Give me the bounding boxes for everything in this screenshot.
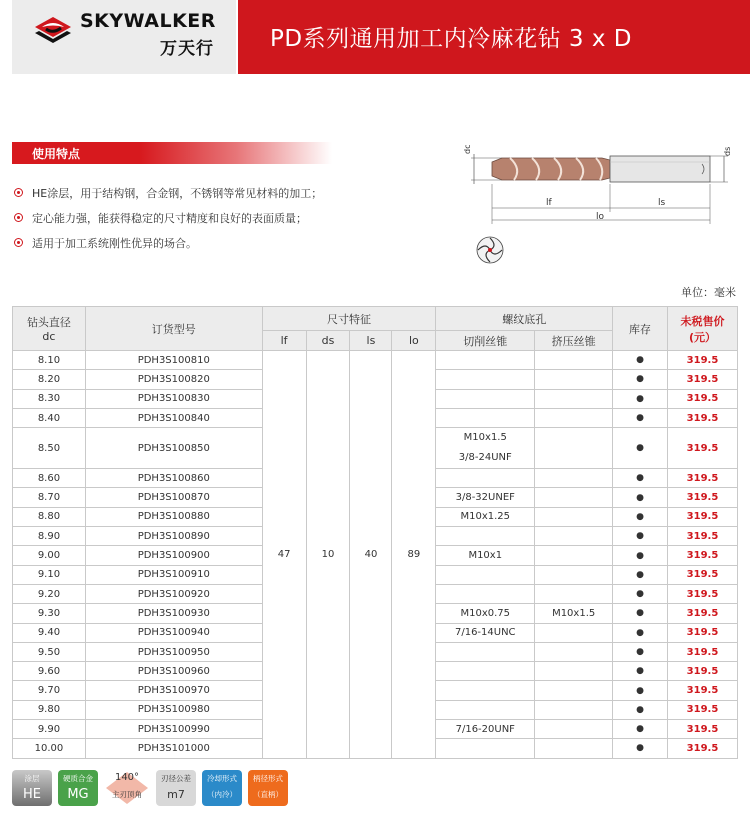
cell-stock: ● — [613, 623, 668, 642]
coating-badge-top: 涂层 — [24, 774, 40, 783]
col-lo: lo — [392, 331, 436, 351]
bullet-icon — [14, 188, 23, 197]
cell-dc: 8.90 — [13, 527, 86, 546]
col-dc-line2: dc — [42, 330, 56, 343]
cell-order-code: PDH3S101000 — [85, 739, 262, 758]
cell-price: 319.5 — [668, 623, 738, 642]
brand-logo — [12, 0, 236, 74]
material-badge-top: 硬质合金 — [63, 774, 93, 783]
features-heading-label: 使用特点 — [32, 147, 81, 161]
product-table — [12, 306, 738, 759]
cell-order-code: PDH3S100870 — [85, 488, 262, 507]
cell-price: 319.5 — [668, 681, 738, 700]
cell-stock: ● — [613, 700, 668, 719]
angle-badge-sub: 主刃顶角 — [112, 790, 142, 799]
feature-text: 定心能力强，能获得稳定的尺寸精度和良好的表面质量； — [32, 211, 307, 225]
cell-cut-tap — [436, 370, 535, 389]
cell-extrude-tap — [535, 739, 613, 758]
col-lf: lf — [262, 331, 306, 351]
ds-label: ds — [723, 146, 732, 156]
cell-stock: ● — [613, 604, 668, 623]
title-banner — [238, 0, 750, 74]
cell-price: 319.5 — [668, 604, 738, 623]
cell-order-code: PDH3S100880 — [85, 507, 262, 526]
cell-cut-tap: 3/8-32UNEF — [436, 488, 535, 507]
cell-order-code: PDH3S100830 — [85, 389, 262, 408]
cell-dc: 9.80 — [13, 700, 86, 719]
coolant-badge-sub: （内冷） — [207, 790, 237, 799]
cell-dc: 8.50 — [13, 428, 86, 469]
col-dc-line1: 钻头直径 — [26, 316, 71, 329]
cell-lo: 89 — [392, 351, 436, 759]
cell-extrude-tap — [535, 584, 613, 603]
cell-cut-tap — [436, 565, 535, 584]
cell-extrude-tap — [535, 642, 613, 661]
cell-extrude-tap — [535, 469, 613, 488]
cell-price: 319.5 — [668, 739, 738, 758]
cell-cut-tap: M10x0.75 — [436, 604, 535, 623]
page-header — [0, 0, 750, 74]
cell-extrude-tap: M10x1.5 — [535, 604, 613, 623]
cell-order-code: PDH3S100910 — [85, 565, 262, 584]
table-row — [13, 351, 738, 370]
cell-cut-tap — [436, 389, 535, 408]
cell-price: 319.5 — [668, 389, 738, 408]
cell-dc: 8.10 — [13, 351, 86, 370]
cell-price: 319.5 — [668, 370, 738, 389]
col-extrude: 挤压丝锥 — [535, 331, 613, 351]
cell-price: 319.5 — [668, 642, 738, 661]
cell-extrude-tap — [535, 700, 613, 719]
cell-price: 319.5 — [668, 469, 738, 488]
cell-order-code: PDH3S100820 — [85, 370, 262, 389]
cell-cut-tap — [436, 469, 535, 488]
tolerance-badge — [156, 770, 196, 806]
coolant-badge-top: 冷却形式 — [207, 774, 237, 783]
cell-extrude-tap — [535, 546, 613, 565]
cut-tap-line1: M10x1.5 — [463, 432, 507, 444]
cell-cut-tap — [436, 662, 535, 681]
cell-cut-tap — [436, 527, 535, 546]
cell-stock: ● — [613, 546, 668, 565]
cell-price: 319.5 — [668, 584, 738, 603]
material-badge-main: MG — [67, 787, 89, 802]
lf-label: lf — [546, 198, 552, 208]
cell-stock: ● — [613, 642, 668, 661]
shank-badge-top: 柄径形式 — [253, 774, 283, 783]
cell-cut-tap — [436, 351, 535, 370]
cell-order-code: PDH3S100960 — [85, 662, 262, 681]
cell-extrude-tap — [535, 565, 613, 584]
cell-dc: 9.30 — [13, 604, 86, 623]
cell-dc: 9.90 — [13, 720, 86, 739]
cell-order-code: PDH3S100860 — [85, 469, 262, 488]
features-list — [14, 180, 322, 255]
cell-stock: ● — [613, 527, 668, 546]
cell-order-code: PDH3S100920 — [85, 584, 262, 603]
cell-stock: ● — [613, 351, 668, 370]
cell-cut-tap — [436, 642, 535, 661]
cell-dc: 9.50 — [13, 642, 86, 661]
cell-dc: 8.40 — [13, 408, 86, 427]
feature-item — [14, 205, 322, 230]
cell-price: 319.5 — [668, 527, 738, 546]
col-stock: 库存 — [613, 307, 668, 351]
cell-order-code: PDH3S100930 — [85, 604, 262, 623]
cell-price: 319.5 — [668, 700, 738, 719]
cell-dc: 10.00 — [13, 739, 86, 758]
cell-extrude-tap — [535, 681, 613, 700]
col-ls: ls — [350, 331, 392, 351]
cell-extrude-tap — [535, 623, 613, 642]
cell-cut-tap: M10x1 — [436, 546, 535, 565]
drill-drawing — [462, 132, 742, 272]
cell-stock: ● — [613, 428, 668, 469]
cell-order-code: PDH3S100940 — [85, 623, 262, 642]
cell-dc: 8.70 — [13, 488, 86, 507]
cell-cut-tap — [436, 408, 535, 427]
angle-badge-top: 140° — [114, 772, 140, 783]
cell-dc: 8.30 — [13, 389, 86, 408]
feature-text: HE涂层，用于结构钢，合金钢，不锈钢等常见材料的加工； — [32, 186, 323, 200]
cell-cut-tap: M10x1.25 — [436, 507, 535, 526]
shank-badge — [248, 770, 288, 806]
bullet-icon — [14, 213, 23, 222]
shank-badge-sub: （直柄） — [253, 790, 283, 799]
ls-label: ls — [658, 198, 666, 208]
feature-item — [14, 230, 322, 255]
coating-badge-main: HE — [23, 787, 41, 802]
cell-dc: 9.60 — [13, 662, 86, 681]
cell-price: 319.5 — [668, 507, 738, 526]
cell-stock: ● — [613, 720, 668, 739]
cell-extrude-tap — [535, 370, 613, 389]
col-ds: ds — [306, 331, 350, 351]
bullet-icon — [14, 238, 23, 247]
cell-ls: 40 — [350, 351, 392, 759]
angle-badge — [104, 770, 150, 806]
feature-text: 适用于加工系统刚性优异的场合。 — [32, 236, 197, 250]
cell-dc: 8.60 — [13, 469, 86, 488]
unit-label: 单位：毫米 — [681, 286, 736, 299]
coating-badge — [12, 770, 52, 806]
cell-extrude-tap — [535, 527, 613, 546]
cell-extrude-tap — [535, 389, 613, 408]
col-price-line2: (元） — [688, 330, 717, 344]
cell-order-code: PDH3S100990 — [85, 720, 262, 739]
cell-stock: ● — [613, 565, 668, 584]
cell-extrude-tap — [535, 351, 613, 370]
cell-extrude-tap — [535, 488, 613, 507]
cell-dc: 9.10 — [13, 565, 86, 584]
tolerance-badge-top: 刃径公差 — [161, 774, 191, 783]
cell-dc: 8.80 — [13, 507, 86, 526]
cell-order-code: PDH3S100980 — [85, 700, 262, 719]
cell-order-code: PDH3S100850 — [85, 428, 262, 469]
cell-price: 319.5 — [668, 662, 738, 681]
cell-order-code: PDH3S100950 — [85, 642, 262, 661]
cell-price: 319.5 — [668, 351, 738, 370]
cell-cut-tap — [436, 428, 535, 469]
cell-order-code: PDH3S100840 — [85, 408, 262, 427]
cell-lf: 47 — [262, 351, 306, 759]
dc-label: dc — [463, 144, 472, 154]
col-price-line1: 未税售价 — [680, 314, 725, 328]
skywalker-logo-icon — [34, 16, 72, 46]
page-title: PD系列通用加工内冷麻花钻 3 x D — [270, 26, 632, 52]
cell-price: 319.5 — [668, 720, 738, 739]
col-thread: 螺纹底孔 — [436, 307, 613, 331]
tolerance-badge-main: m7 — [167, 788, 185, 801]
cell-dc: 9.40 — [13, 623, 86, 642]
material-badge — [58, 770, 98, 806]
cell-dc: 9.20 — [13, 584, 86, 603]
spec-badges — [12, 770, 288, 806]
cell-cut-tap — [436, 739, 535, 758]
cell-stock: ● — [613, 662, 668, 681]
cell-dc: 9.70 — [13, 681, 86, 700]
table-body — [13, 351, 738, 759]
col-dc — [13, 307, 86, 351]
cell-extrude-tap — [535, 408, 613, 427]
cell-order-code: PDH3S100890 — [85, 527, 262, 546]
cell-cut-tap: 7/16-20UNF — [436, 720, 535, 739]
cell-cut-tap — [436, 681, 535, 700]
cell-stock: ● — [613, 739, 668, 758]
cell-dc: 9.00 — [13, 546, 86, 565]
features-heading — [12, 142, 332, 164]
cell-cut-tap — [436, 700, 535, 719]
cell-order-code: PDH3S100900 — [85, 546, 262, 565]
cell-price: 319.5 — [668, 428, 738, 469]
cell-stock: ● — [613, 488, 668, 507]
cell-extrude-tap — [535, 507, 613, 526]
cell-dc: 8.20 — [13, 370, 86, 389]
cut-tap-line2: 3/8-24UNF — [458, 452, 512, 464]
cell-price: 319.5 — [668, 488, 738, 507]
cell-extrude-tap — [535, 720, 613, 739]
feature-item — [14, 180, 322, 205]
cell-stock: ● — [613, 389, 668, 408]
col-price — [668, 307, 738, 351]
cell-stock: ● — [613, 370, 668, 389]
cell-cut-tap: 7/16-14UNC — [436, 623, 535, 642]
cell-extrude-tap — [535, 662, 613, 681]
cell-stock: ● — [613, 469, 668, 488]
cell-cut-tap — [436, 584, 535, 603]
col-order: 订货型号 — [85, 307, 262, 351]
col-cut: 切削丝锥 — [436, 331, 535, 351]
brand-name-cn: 万天行 — [160, 39, 214, 59]
cell-stock: ● — [613, 584, 668, 603]
brand-name-en: SKYWALKER — [80, 10, 216, 32]
cell-price: 319.5 — [668, 565, 738, 584]
cell-extrude-tap — [535, 428, 613, 469]
coolant-badge — [202, 770, 242, 806]
cell-stock: ● — [613, 681, 668, 700]
col-dims: 尺寸特征 — [262, 307, 436, 331]
cell-order-code: PDH3S100810 — [85, 351, 262, 370]
cell-ds: 10 — [306, 351, 350, 759]
cell-stock: ● — [613, 408, 668, 427]
lo-label: lo — [596, 212, 605, 222]
cell-order-code: PDH3S100970 — [85, 681, 262, 700]
cell-stock: ● — [613, 507, 668, 526]
cell-price: 319.5 — [668, 408, 738, 427]
cell-price: 319.5 — [668, 546, 738, 565]
